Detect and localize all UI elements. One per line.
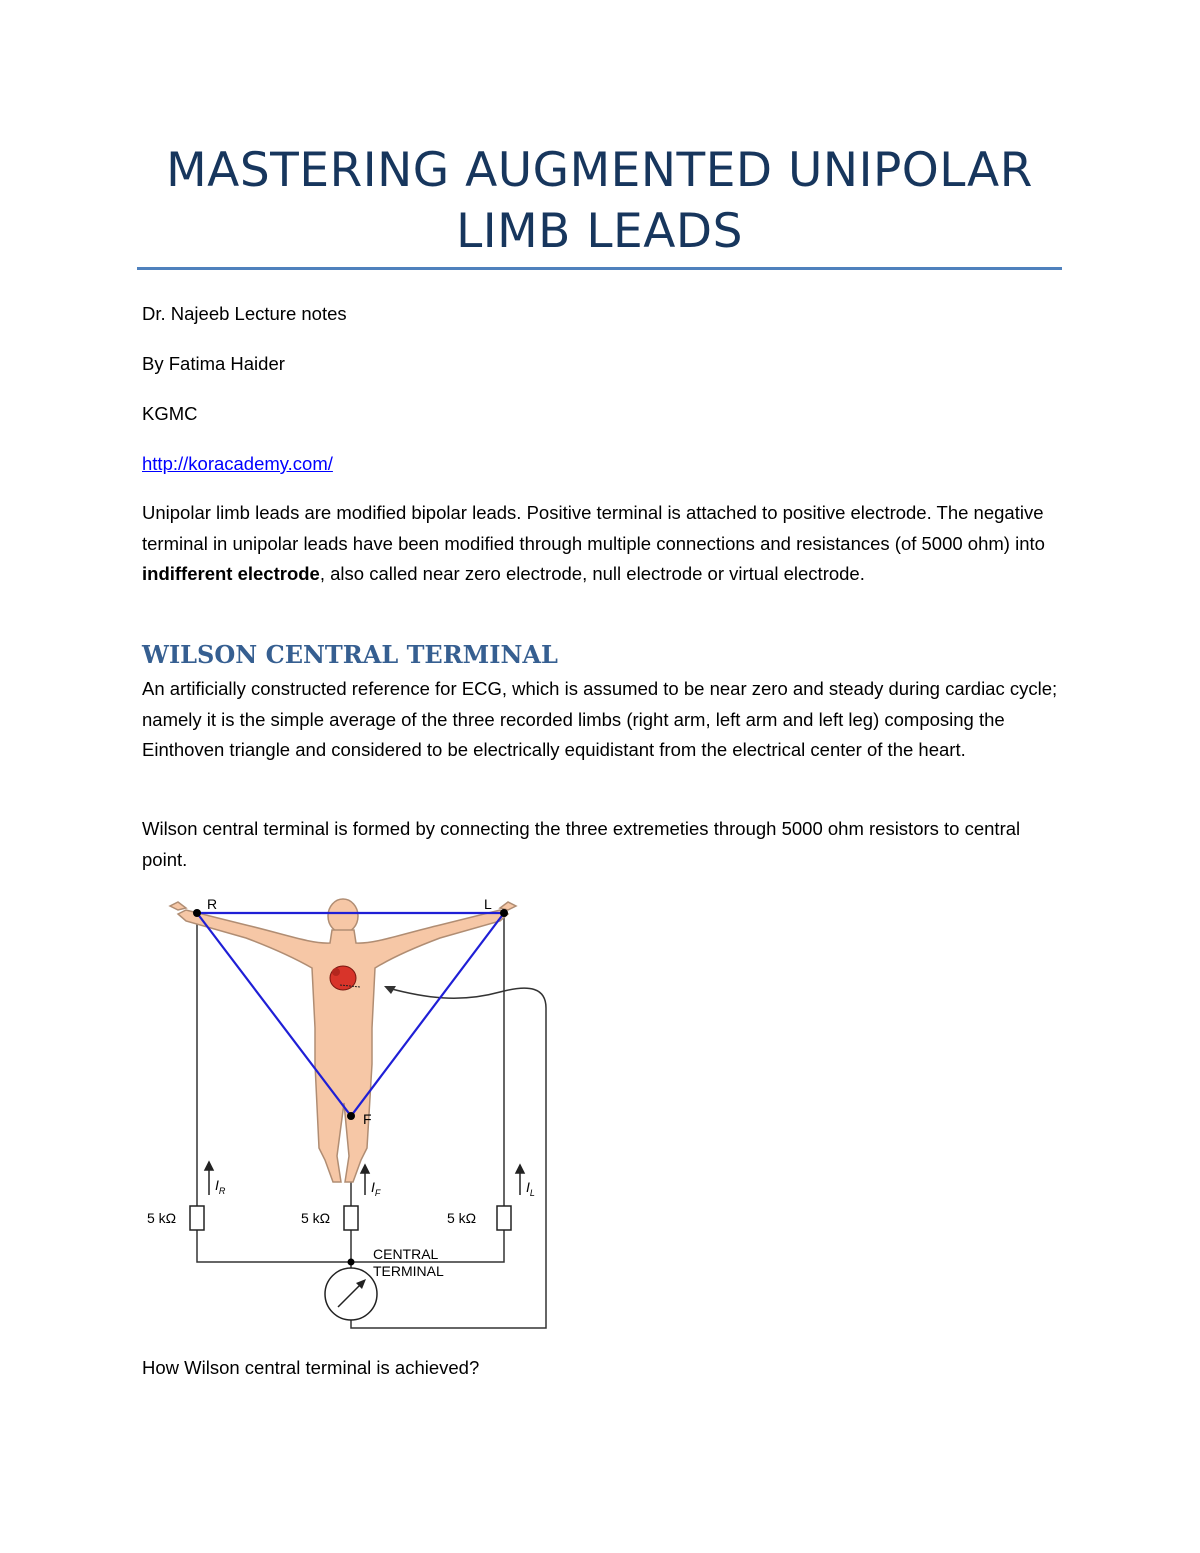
title-underline: [137, 267, 1062, 270]
resistor-right: [190, 1206, 204, 1230]
current-label-l: $I_L$: [526, 1179, 535, 1198]
label-l: L: [484, 896, 492, 912]
current-arrows: [205, 1162, 524, 1195]
resistor-left: [497, 1206, 511, 1230]
resistor-label-left: 5 kΩ: [447, 1210, 477, 1226]
wilson-terminal-figure: [140, 888, 560, 1338]
current-label-r: $I_R$: [215, 1177, 226, 1196]
central-terminal-label-2: TERMINAL: [373, 1263, 444, 1279]
resistor-foot: [344, 1206, 358, 1230]
label-f: F: [363, 1111, 372, 1127]
central-terminal-label-1: CENTRAL: [373, 1246, 439, 1262]
electrode-foot: [347, 1112, 355, 1120]
section-paragraph-2: Wilson central terminal is formed by connecting the three extremeties through 5000 ohm resistors to central point.: [142, 818, 1021, 870]
galvanometer-icon: [325, 1268, 377, 1320]
section-heading: WILSON CENTRAL TERMINAL: [142, 640, 558, 669]
human-body-figure: [170, 899, 516, 1182]
intro-text-start: Unipolar limb leads are modified bipolar leads. Positive terminal is attached to positive electrode. The negative terminal in unipolar leads have been modified through multiple connections and resistances (of 5000 ohm) into: [142, 502, 1045, 554]
resistor-label-foot: 5 kΩ: [301, 1210, 331, 1226]
central-terminal-node: [348, 1259, 355, 1266]
intro-text-end: , also called near zero electrode, null electrode or virtual electrode.: [319, 563, 865, 584]
section-paragraph-1: An artificially constructed reference for ECG, which is assumed to be near zero and steady during cardiac cycle; namely it is the simple average of the three recorded limbs (right arm, left arm and left leg) composing the Einthoven triangle and considered to be electrically equidistant from the electrical center of the heart.: [142, 678, 1058, 760]
label-r: R: [207, 896, 218, 912]
author-note: Dr. Najeeb Lecture notes: [142, 303, 347, 324]
institution: KGMC: [142, 403, 198, 424]
wilson-terminal-diagram: [140, 888, 560, 1343]
electrode-left-arm: [500, 909, 508, 917]
website-link[interactable]: http://koracademy.com/: [142, 453, 333, 474]
closing-question: How Wilson central terminal is achieved?: [142, 1357, 480, 1378]
electrode-right-arm: [193, 909, 201, 917]
resistor-label-right: 5 kΩ: [147, 1210, 177, 1226]
intro-bold-term: indifferent electrode: [142, 563, 320, 584]
document-title: MASTERING AUGMENTED UNIPOLAR LIMB LEADS: [166, 143, 1033, 259]
byline: By Fatima Haider: [142, 353, 285, 374]
current-label-f: $I_F$: [371, 1179, 381, 1198]
intro-paragraph: [142, 498, 1062, 590]
website-link-row: [142, 449, 333, 480]
